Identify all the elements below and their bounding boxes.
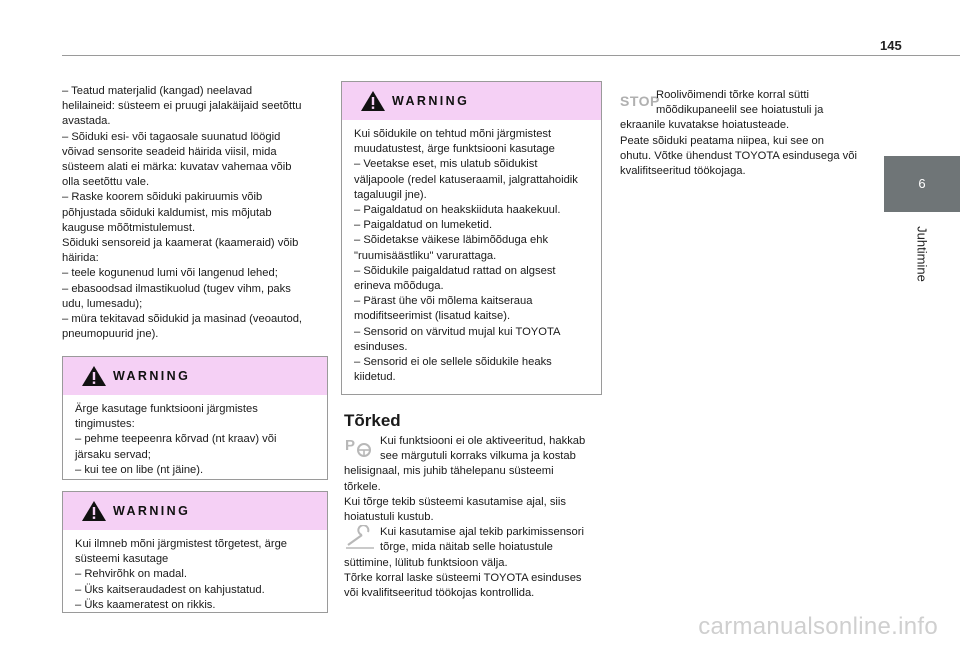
text-line: – ebasoodsad ilmastikuolud (tugev vihm, paks	[62, 282, 291, 295]
text-line: põhjustada sõiduki kaldumist, mis mõjutab	[62, 206, 272, 219]
text-line: avastada.	[62, 115, 111, 128]
warning-header	[342, 82, 601, 120]
warning-1-text	[63, 395, 327, 488]
warning-box-1	[62, 356, 328, 480]
text-line: esinduses.	[354, 340, 408, 353]
text-line: järsaku servad;	[75, 448, 151, 461]
text-line: – Pärast ühe või mõlema kaitseraua	[354, 295, 533, 308]
text-line: – pehme teepeenra kõrvad (nt kraav) või	[75, 433, 277, 446]
svg-text:P: P	[345, 437, 356, 454]
text-line: tõrkele.	[344, 480, 381, 493]
text-line: – Üks kaameratest on rikkis.	[75, 598, 216, 611]
header-rule	[62, 55, 960, 56]
text-line: – Üks kaitseraudadest on kahjustatud.	[75, 583, 265, 596]
text-line: erineva mõõduga.	[354, 280, 444, 293]
text-line: Ärge kasutage funktsiooni järgmistes	[75, 403, 258, 415]
text-line: Sõiduki sensoreid ja kaamerat (kaameraid) võib	[62, 237, 299, 250]
text-line: Kui ilmneb mõni järgmistest tõrgetest, ärge	[75, 538, 288, 550]
text-line: olla seetõttu vale.	[62, 176, 150, 189]
text-line: kiidetud.	[354, 371, 396, 384]
parking-sensor-icon	[344, 434, 376, 460]
warning-header	[63, 492, 327, 530]
text-line: – Sõiduki esi- või tagaosale suunatud löögid	[62, 130, 281, 143]
text-line: – Sensorid ei ole sellele sõidukile heaks	[354, 356, 552, 369]
text-line: ekraanile kuvatakse hoiatustеade.	[620, 119, 790, 132]
warning-triangle-icon	[81, 365, 107, 387]
warning-box-2	[62, 491, 328, 613]
text-line: võivad sensorite seadeid häirida viisil, mida	[62, 145, 277, 158]
chapter-label: Juhtimine	[914, 226, 930, 282]
page-number: 145	[880, 38, 902, 53]
text-line: – kui tee on libe (nt jäine).	[75, 463, 204, 476]
faults-para-1	[344, 434, 606, 464]
text-line: – Veetakse eset, mis ulatub sõidukist	[354, 158, 538, 171]
text-line: – Paigaldatud on heakskiiduta haakekuul.	[354, 204, 561, 217]
text-line: – Sensorid on värvitud mujal kui TOYOTA	[354, 325, 561, 338]
col1-lines	[62, 84, 332, 342]
faults-text	[344, 434, 606, 601]
text-line: tagaluugil jne).	[354, 188, 427, 201]
text-line: – Rehvirõhk on madal.	[75, 568, 187, 581]
faults-heading: Tõrked	[344, 411, 401, 430]
text-line: "ruumisäästliku" varurattaga.	[354, 249, 497, 262]
warning-label: WARNING	[113, 504, 191, 518]
text-line: ohutu. Võtke ühendust TOYOTA esindusega või	[620, 149, 857, 162]
text-line: – Raske koorem sõiduki pakiruumis võib	[62, 191, 263, 204]
col3-lines	[620, 118, 882, 179]
text-line: kauguse mõõtmistulemust.	[62, 221, 196, 234]
warning-label: WARNING	[392, 94, 470, 108]
text-line: hoiatustuli kustub.	[344, 511, 434, 524]
text-line: udu, lumesadu);	[62, 297, 143, 310]
text-line: Tõrke korral laske süsteemi TOYOTA esinduses	[344, 571, 582, 584]
text-line: – Teatud materjalid (kangad) neelavad	[62, 85, 253, 97]
faults-para-2-lines	[344, 556, 606, 602]
text-line: tõrge, mida näitab selle hoiatustule	[380, 541, 553, 554]
text-line: pneumopuurid jne).	[62, 328, 159, 341]
text-line: Kui funktsiooni ei ole aktiveeritud, hakkab	[380, 435, 586, 447]
text-line: tingimustes:	[75, 418, 135, 431]
warning-triangle-icon	[360, 90, 386, 112]
text-line: väljapoole (redel katuseraamil, jalgrattahoidik	[354, 173, 578, 186]
wrench-warning-icon	[344, 525, 376, 551]
faults-para-2	[344, 525, 606, 555]
text-line: või kvalifitseeritud töökojas kontrollida.	[344, 587, 535, 600]
text-line: helisignaal, mis juhib tähelepanu süsteemi	[344, 465, 554, 478]
warning-header	[63, 357, 327, 395]
text-line: süsteemi kasutage	[75, 553, 169, 566]
column-1-text	[62, 84, 332, 342]
text-line: mõõdikupaneelil see hoiatustuli ja	[656, 104, 824, 117]
text-line: häirida:	[62, 252, 99, 265]
watermark: carmanualsonline.info	[698, 613, 938, 640]
text-line: modifitseerimist (lisatud kaitse).	[354, 310, 511, 323]
text-line: – Sõidetakse väikese läbimõõduga ehk	[354, 234, 549, 247]
warning-triangle-icon	[81, 500, 107, 522]
text-line: helilaineid: süsteem ei pruugi jalakäijaid seetõttu	[62, 100, 302, 113]
text-line: süsteem alati ei märka: kuvatav vahemaa võib	[62, 161, 292, 174]
text-line: Peate sõiduki peatama niipea, kui see on	[620, 134, 824, 147]
text-line: kvalifitseeritud töökojaga.	[620, 165, 746, 178]
warning-2-text	[63, 530, 327, 623]
stop-warning-para	[620, 88, 882, 118]
faults-para-2-icon-lines	[380, 525, 584, 555]
text-line: – teele kogunenud lumi või langenud lehed;	[62, 267, 278, 280]
text-line: Kui kasutamise ajal tekib parkimissensori	[380, 526, 584, 539]
text-line: Kui sõidukile on tehtud mõni järgmistest	[354, 128, 552, 140]
text-line: – Paigaldatud on lumeketid.	[354, 219, 493, 232]
warning-3-text	[342, 120, 601, 395]
text-line: see märgutuli korraks vilkuma ja kostab	[380, 450, 576, 463]
text-line: – Sõidukile paigaldatud rattad on algsest	[354, 264, 556, 277]
col3-icon-lines	[656, 88, 823, 118]
warning-box-3	[341, 81, 602, 395]
warning-label: WARNING	[113, 369, 191, 383]
stop-icon: STOP	[620, 93, 660, 109]
text-line: Roolivõimendi tõrke korral sütti	[656, 89, 809, 101]
text-line: Kui tõrge tekib süsteemi kasutamise ajal, siis	[344, 495, 566, 508]
text-line: süttimine, lülitub funktsioon välja.	[344, 556, 508, 569]
chapter-number: 6	[918, 176, 926, 191]
text-line: muudatustest, ärge funktsiooni kasutage	[354, 143, 555, 156]
text-line: – müra tekitavad sõidukid ja masinad (veoautod,	[62, 313, 303, 326]
chapter-tab[interactable]	[884, 156, 960, 212]
faults-para-1-lines	[344, 464, 606, 525]
faults-para-1-icon-lines	[380, 434, 585, 464]
column-3-text	[620, 88, 882, 179]
